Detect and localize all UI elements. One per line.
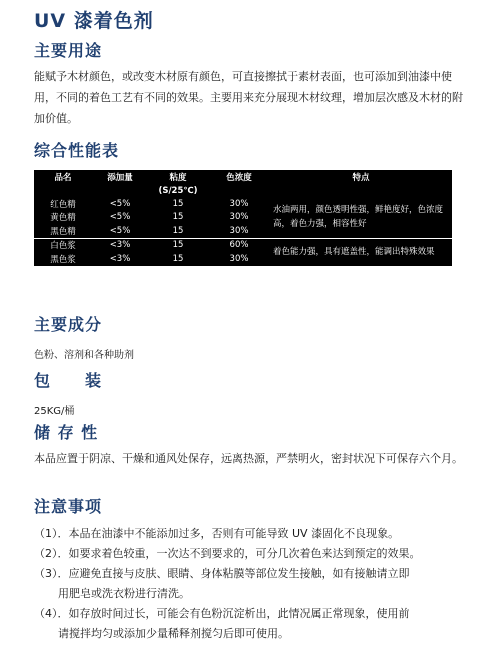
packaging-text: 25KG/桶 [34, 406, 75, 417]
note-item: （2）．如要求着色较重，一次达不到要求的，可分几次着色来达到预定的效果。 [34, 547, 421, 560]
features-group-1: 水油两用，颜色透明性强，鲜艳度好，色浓度高，着色力强，相容性好 [273, 205, 444, 230]
note-item: （1）．本品在油漆中不能添加过多，否则有可能导致 UV 漆固化不良现象。 [34, 527, 400, 540]
header-viscosity: 粘度 [169, 173, 187, 183]
table-row: 红色精 <5% 15 30% 水油两用，颜色透明性强，鲜艳度好，色浓度高，着色力强，相容性好 [34, 197, 452, 211]
notes-list [34, 524, 464, 644]
properties-table [34, 170, 452, 266]
header-amount: 添加量 [107, 173, 133, 183]
note-item: （3）．应避免直接与皮肤、眼睛、身体粘膜等部位发生接触，如有接触请立即 [34, 567, 410, 580]
header-concentration: 色浓度 [226, 173, 252, 183]
composition-text: 色粉、溶剂和各种助剂 [34, 350, 134, 361]
usage-text: 能赋予木材颜色，或改变木材原有颜色，可直接擦拭于素材表面，也可添加到油漆中使用，不同的着色工艺有不同的效果。主要用来充分展现木材纹理，增加层次感及木材的附加价值。 [34, 70, 463, 125]
note-item: （4）．如存放时间过长，可能会有色粉沉淀析出，此情况属正常现象，使用前 [34, 607, 410, 620]
table-row: 黑色浆 <3% 15 30% [50, 253, 249, 265]
table-header-row [34, 170, 452, 184]
storage-text: 本品应置于阴凉、干燥和通风处保存，远离热源，严禁明火，密封状况下可保存六个月。 [34, 452, 463, 465]
header-name: 品名 [54, 173, 72, 183]
packaging-heading: 包 装 [34, 371, 103, 390]
composition-heading: 主要成分 [34, 315, 103, 334]
storage-heading: 储 存 性 [34, 423, 99, 442]
features-group-2: 着色能力强，具有遮盖性，能调出特殊效果 [270, 238, 452, 266]
header-features: 特点 [352, 173, 370, 183]
table-row: 黄色精 <5% 15 30% [50, 212, 249, 224]
table-row: 白色浆 <3% 15 60% 着色能力强，具有遮盖性，能调出特殊效果 [34, 238, 452, 252]
page-title: UV 漆着色剂 [34, 10, 154, 32]
notes-heading: 注意事项 [34, 497, 103, 516]
note-item-continuation: 用肥皂或洗衣粉进行清洗。 [58, 587, 190, 600]
table-subheader-row [34, 184, 452, 197]
props-heading: 综合性能表 [34, 141, 120, 160]
usage-heading: 主要用途 [34, 41, 103, 60]
viscosity-unit: (S/25℃) [158, 185, 198, 196]
note-item-continuation: 请搅拌均匀或添加少量稀释剂搅匀后即可使用。 [58, 627, 289, 640]
table-row: 黑色精 <5% 15 30% [50, 225, 249, 237]
